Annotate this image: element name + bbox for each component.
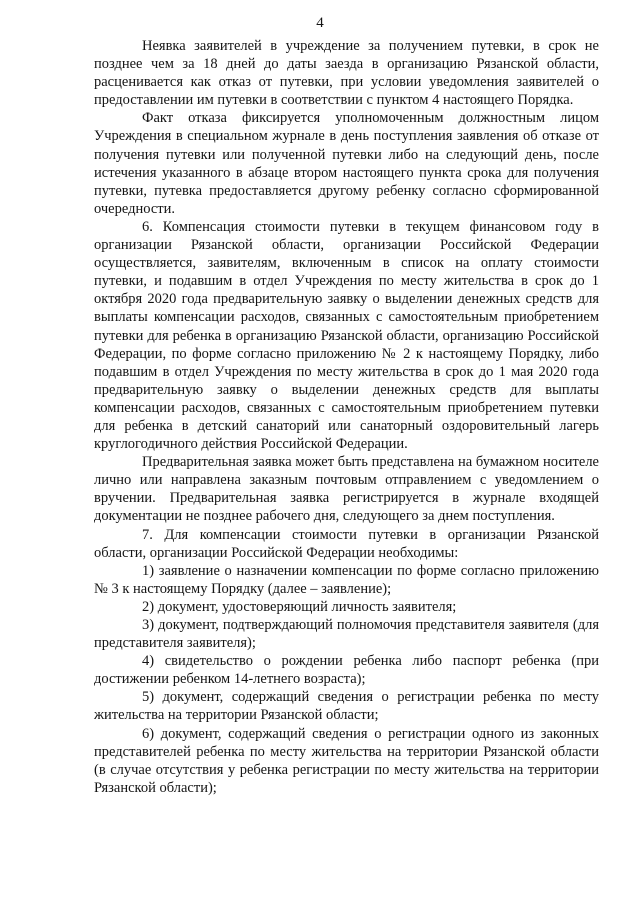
- list-item-representative-registration: 6) документ, содержащий сведения о регистрации одного из законных представителей ребенка по месту жительства на территории Рязанской области (в случае отсутствия у ребенка регистрации по месту жительства на территории Рязанской области);: [94, 725, 599, 796]
- list-item-child-registration: 5) документ, содержащий сведения о регистрации ребенка по месту жительства на территории Рязанской области;: [94, 689, 599, 724]
- paragraph-item-6-compensation: 6. Компенсация стоимости путевки в текущем финансовом году в организации Рязанской области, организации Российской Федерации осуществляется, заявителям, включенным в список на оплату стоимости путевки, и подавшим в отдел Учреждения по месту жительства в срок до 1 октября 2020 года предварительную заявку о выделении денежных средств для выплаты компенсации расходов, связанных с самостоятельным приобретением путевки для ребенка в организацию Рязанской области, организацию Российской Федерации, по форме согласно приложению № 2 к настоящему Порядку, либо подавшим в отдел Учреждения по месту жительства в срок до 1 мая 2020 года предварительную заявку о выделении денежных средств для выплаты компенсации расходов, связанных с самостоятельным приобретением путевки для ребенка в детский санаторий или санаторный оздоровительный лагерь круглогодичного действия Российской Федерации.: [94, 218, 599, 453]
- paragraph-item-7-required-documents: 7. Для компенсации стоимости путевки в организации Рязанской области, организации Российской Федерации необходимы:: [94, 526, 599, 561]
- list-item-application: 1) заявление о назначении компенсации по форме согласно приложению № 3 к настоящему Порядку (далее – заявление);: [94, 562, 599, 597]
- list-item-birth-certificate: 4) свидетельство о рождении ребенка либо паспорт ребенка (при достижении ребенком 14-летнего возраста);: [94, 653, 599, 688]
- document-body: [94, 37, 599, 797]
- paragraph-refusal-notice: Неявка заявителей в учреждение за получением путевки, в срок не позднее чем за 18 дней до даты заезда в организацию Рязанской области, расценивается как отказ от путевки, при условии уведомления заявителей о предоставлении им путевки в соответствии с пунктом 4 настоящего Порядка.: [94, 38, 599, 109]
- list-item-representative-authority: 3) документ, подтверждающий полномочия представителя заявителя (для представителя заявителя);: [94, 617, 599, 652]
- page-number: 4: [316, 15, 324, 31]
- list-item-identity-document: 2) документ, удостоверяющий личность заявителя;: [142, 598, 457, 615]
- paragraph-refusal-fixation: Факт отказа фиксируется уполномоченным должностным лицом Учреждения в специальном журнале в день поступления заявления об отказе от получения путевки или полученной путевки либо на следующий день, после истечения указанного в абзаце втором настоящего пункта срока для получения путевки, путевка предоставляется другому ребенку согласно сформированной очередности.: [94, 110, 599, 217]
- paragraph-preliminary-application: Предварительная заявка может быть представлена на бумажном носителе лично или направлена заказным почтовым отправлением с уведомлением о вручении. Предварительная заявка регистрируется в журнале входящей документации не позднее рабочего дня, следующего за днем поступления.: [94, 454, 599, 525]
